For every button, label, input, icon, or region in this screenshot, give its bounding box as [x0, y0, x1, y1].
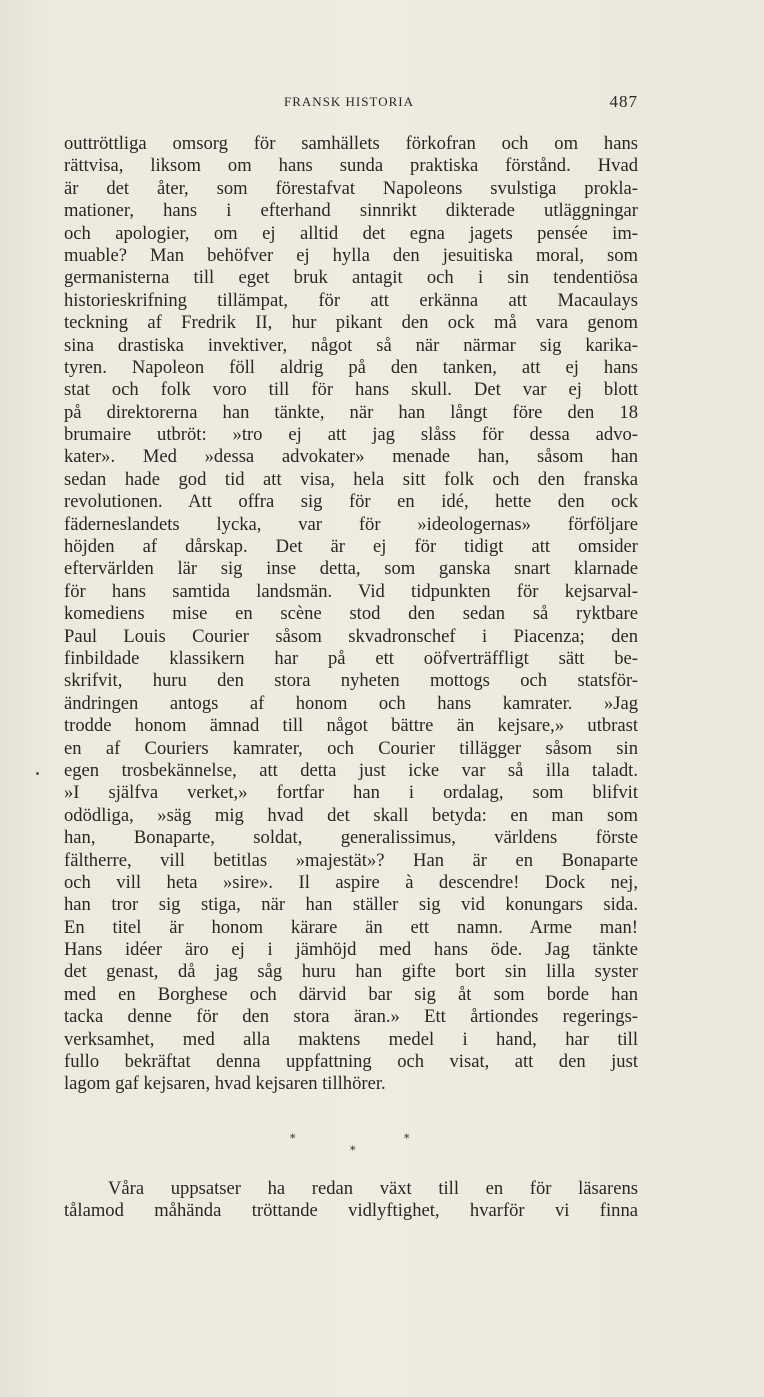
margin-mark	[36, 772, 39, 775]
section-separator	[0, 1128, 764, 1158]
text-line: och vill heta »sire». Il aspire à descendre! Dock nej,	[64, 871, 638, 893]
text-line: med en Borghese och därvid bar sig åt som borde han	[64, 983, 638, 1005]
text-line: En titel är honom kärare än ett namn. Arme man!	[64, 916, 638, 938]
next-paragraph	[64, 1178, 638, 1223]
page-header	[64, 92, 638, 114]
text-line: tålamod måhända tröttande vidlyftighet, hvarför vi finna	[64, 1200, 638, 1222]
text-line: han tror sig stiga, när han ställer sig vid konungars sida.	[64, 894, 638, 916]
page-number: 487	[609, 92, 638, 111]
text-line: det genast, då jag såg huru han gifte bort sin lilla syster	[64, 961, 638, 983]
text-line: rättvisa, liksom om hans sunda praktiska förstånd. Hvad	[64, 155, 638, 177]
text-line: på direktorerna han tänkte, när han långt före den 18	[64, 401, 638, 423]
text-line: brumaire utbröt: »tro ej att jag slåss för dessa advo-	[64, 424, 638, 446]
asterisk: *	[404, 1132, 410, 1145]
text-line: stat och folk voro till för hans skull. Det var ej blott	[64, 379, 638, 401]
text-line: ändringen antogs af honom och hans kamrater. »Jag	[64, 692, 638, 714]
body-paragraph	[64, 133, 638, 1096]
text-line: tacka denne för den stora äran.» Ett årtiondes regerings-	[64, 1006, 638, 1028]
text-line: skrifvit, huru den stora nyheten mottogs och statsför-	[64, 670, 638, 692]
text-line: fäderneslandets lycka, var för »ideologernas» förföljare	[64, 513, 638, 535]
text-line: han, Bonaparte, soldat, generalissimus, världens förste	[64, 827, 638, 849]
asterisk: *	[290, 1132, 296, 1145]
text-line: lagom gaf kejsaren, hvad kejsaren tillhörer.	[64, 1073, 386, 1095]
text-line: för hans samtida landsmän. Vid tidpunkten för kejsarval-	[64, 580, 638, 602]
text-line: fältherre, vill betitlas »majestät»? Han är en Bonaparte	[64, 849, 638, 871]
text-line: Hans idéer äro ej i jämhöjd med hans öde. Jag tänkte	[64, 939, 638, 961]
text-line: tyren. Napoleon föll aldrig på den tanken, att ej hans	[64, 356, 638, 378]
text-line: mationer, hans i efterhand sinnrikt dikterade utläggningar	[64, 200, 638, 222]
text-line: historieskrifning tillämpat, för att erkänna att Macaulays	[64, 289, 638, 311]
text-line: fullo bekräftat denna uppfattning och visat, att den just	[64, 1051, 638, 1073]
text-line: kater». Med »dessa advokater» menade han, såsom han	[64, 446, 638, 468]
text-line: höjden af dårskap. Det är ej för tidigt att omsider	[64, 536, 638, 558]
text-line: revolutionen. Att offra sig för en idé, hette den ock	[64, 491, 638, 513]
text-line: och apologier, om ej alltid det egna jagets pensée im-	[64, 222, 638, 244]
text-line: är det åter, som förestafvat Napoleons svulstiga prokla-	[64, 177, 638, 199]
text-line: sedan hade god tid att visa, hela sitt folk och den franska	[64, 468, 638, 490]
text-line: outtröttliga omsorg för samhällets förkofran och om hans	[64, 133, 638, 154]
text-line: sina drastiska invektiver, något så när närmar sig karika-	[64, 334, 638, 356]
text-line: muable? Man behöfver ej hylla den jesuitiska moral, som	[64, 244, 638, 266]
text-line: germanisterna till eget bruk antagit och i sin tendentiösa	[64, 267, 638, 289]
text-line: odödliga, »säg mig hvad det skall betyda: en man som	[64, 804, 638, 826]
text-line: teckning af Fredrik II, hur pikant den ock må vara genom	[64, 312, 638, 334]
text-line: eftervärlden lär sig inse detta, som ganska snart klarnade	[64, 558, 638, 580]
text-line: Våra uppsatser ha redan växt till en för läsarens	[108, 1178, 638, 1199]
text-line: »I själfva verket,» fortfar han i ordalag, som blifvit	[64, 782, 638, 804]
text-line: Paul Louis Courier såsom skvadronschef i Piacenza; den	[64, 625, 638, 647]
text-line: komediens mise en scène stod den sedan så ryktbare	[64, 603, 638, 625]
text-line: verksamhet, med alla maktens medel i hand, har till	[64, 1028, 638, 1050]
text-line: trodde honom ämnad till något bättre än kejsare,» utbrast	[64, 715, 638, 737]
text-line: en af Couriers kamrater, och Courier tillägger såsom sin	[64, 737, 638, 759]
asterisk: *	[350, 1144, 356, 1157]
text-line: finbildade klassikern har på ett oöfverträffligt sätt be-	[64, 647, 638, 669]
text-line: egen trosbekännelse, att detta just icke var så illa taladt.	[64, 759, 638, 781]
running-head: FRANSK HISTORIA	[284, 94, 414, 109]
